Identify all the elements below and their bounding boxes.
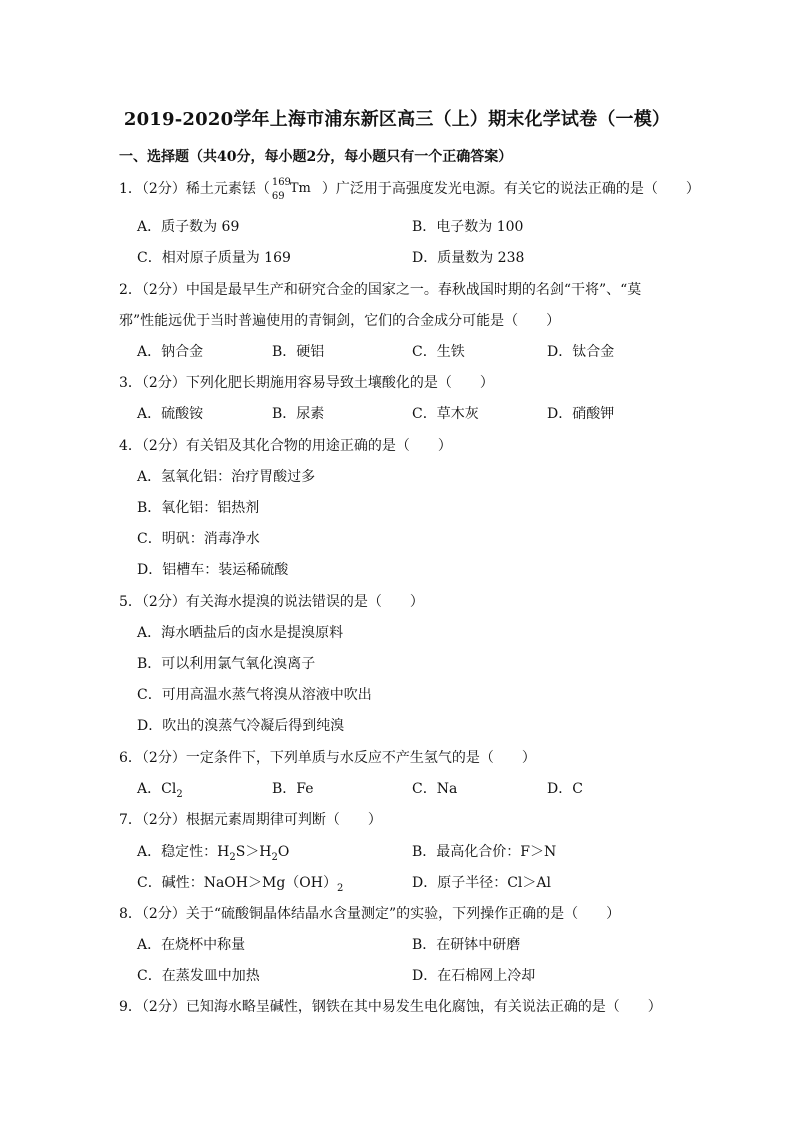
subscript: 2 [271,851,278,863]
q7-option-a[interactable] [137,843,289,867]
q7-c-pre: C．碱性：NaOH＞Mg（OH） [137,875,337,891]
isotope-mass-number: 169 [271,177,291,188]
q7-option-d[interactable]: D．原子半径：Cl＞Al [412,875,552,891]
q5-option-c[interactable]: C．可用高温水蒸气将溴从溶液中吹出 [137,687,372,703]
question-1-stem-post: ）广泛用于高强度发光电源。有关它的说法正确的是（ ） [321,181,700,197]
q2-option-b[interactable]: B．硬铝 [272,344,325,360]
question-2-line-1: 2．（2分）中国是最早生产和研究合金的国家之一。春秋战国时期的名剑“干将”、“莫 [119,282,642,298]
isotope-atomic-number: 69 [271,191,285,202]
page-title: 2019-2020学年上海市浦东新区高三（上）期末化学试卷（一模） [123,109,671,130]
q4-option-c[interactable]: C．明矾：消毒净水 [137,531,260,547]
q7-option-b[interactable]: B．最高化合价：F＞N [412,844,557,860]
q6-option-c[interactable]: C．Na [412,781,458,797]
q2-option-d[interactable]: D．钛合金 [547,344,615,360]
question-5: 5．（2分）有关海水提溴的说法错误的是（ ） [119,594,424,610]
q3-option-b[interactable]: B．尿素 [272,406,325,422]
subscript: 2 [176,788,183,800]
isotope-symbol: Tm [289,181,311,196]
subscript: 2 [336,882,344,894]
q5-option-d[interactable]: D．吹出的溴蒸气冷凝后得到纯溴 [137,718,345,734]
q6-option-d[interactable]: D．C [547,781,583,797]
q1-option-b[interactable]: B．电子数为 100 [412,219,524,235]
q8-option-c[interactable]: C．在蒸发皿中加热 [137,968,260,984]
isotope-notation [270,177,322,202]
q2-option-c[interactable]: C．生铁 [412,344,465,360]
question-1-stem-pre: 1．（2分）稀土元素铥（ [119,181,270,197]
q8-option-b[interactable]: B．在研钵中研磨 [412,937,521,953]
q4-option-b[interactable]: B．氧化铝：铝热剂 [137,500,260,516]
q6-option-b[interactable]: B．Fe [272,781,314,797]
question-3: 3．（2分）下列化肥长期施用容易导致土壤酸化的是（ ） [119,375,494,391]
q3-option-a[interactable]: A．硫酸铵 [137,406,204,422]
q8-option-d[interactable]: D．在石棉网上冷却 [412,968,536,984]
question-1 [119,177,700,202]
q8-option-a[interactable]: A．在烧杯中称量 [137,937,246,953]
question-7: 7．（2分）根据元素周期律可判断（ ） [119,812,382,828]
question-8: 8．（2分）关于“硫酸铜晶体结晶水含量测定”的实验，下列操作正确的是（ ） [119,906,621,922]
q1-option-d[interactable]: D．质量数为 238 [412,250,525,266]
question-6: 6．（2分）一定条件下，下列单质与水反应不产生氢气的是（ ） [119,750,536,766]
q3-option-d[interactable]: D．硝酸钾 [547,406,615,422]
q1-option-a[interactable]: A．质子数为 69 [137,219,240,235]
subscript: 2 [229,851,236,863]
q4-option-a[interactable]: A．氢氧化铝：治疗胃酸过多 [137,469,316,485]
section-heading: 一、选择题（共40分，每小题2分，每小题只有一个正确答案） [119,149,513,165]
q7-option-c[interactable] [137,874,343,898]
q7-a-mid: S＞H [235,844,272,860]
q7-a-pre: A．稳定性：H [137,844,230,860]
q1-option-c[interactable]: C．相对原子质量为 169 [137,250,291,266]
q7-a-end: O [277,844,290,860]
q4-option-d[interactable]: D．铝槽车：装运稀硫酸 [137,562,289,578]
question-4: 4．（2分）有关铝及其化合物的用途正确的是（ ） [119,438,452,454]
question-9: 9．（2分）已知海水略呈碱性，钢铁在其中易发生电化腐蚀，有关说法正确的是（ ） [119,999,662,1015]
q5-option-b[interactable]: B．可以利用氯气氧化溴离子 [137,656,316,672]
q2-option-a[interactable]: A．钠合金 [137,344,204,360]
q3-option-c[interactable]: C．草木灰 [412,406,479,422]
q6-option-a[interactable] [137,780,183,804]
q5-option-a[interactable]: A．海水晒盐后的卤水是提溴原料 [137,625,344,641]
q6-option-a-text: A．Cl [137,781,177,797]
question-2-line-2: 邪”性能远优于当时普遍使用的青铜剑，它们的合金成分可能是（ ） [119,313,561,329]
